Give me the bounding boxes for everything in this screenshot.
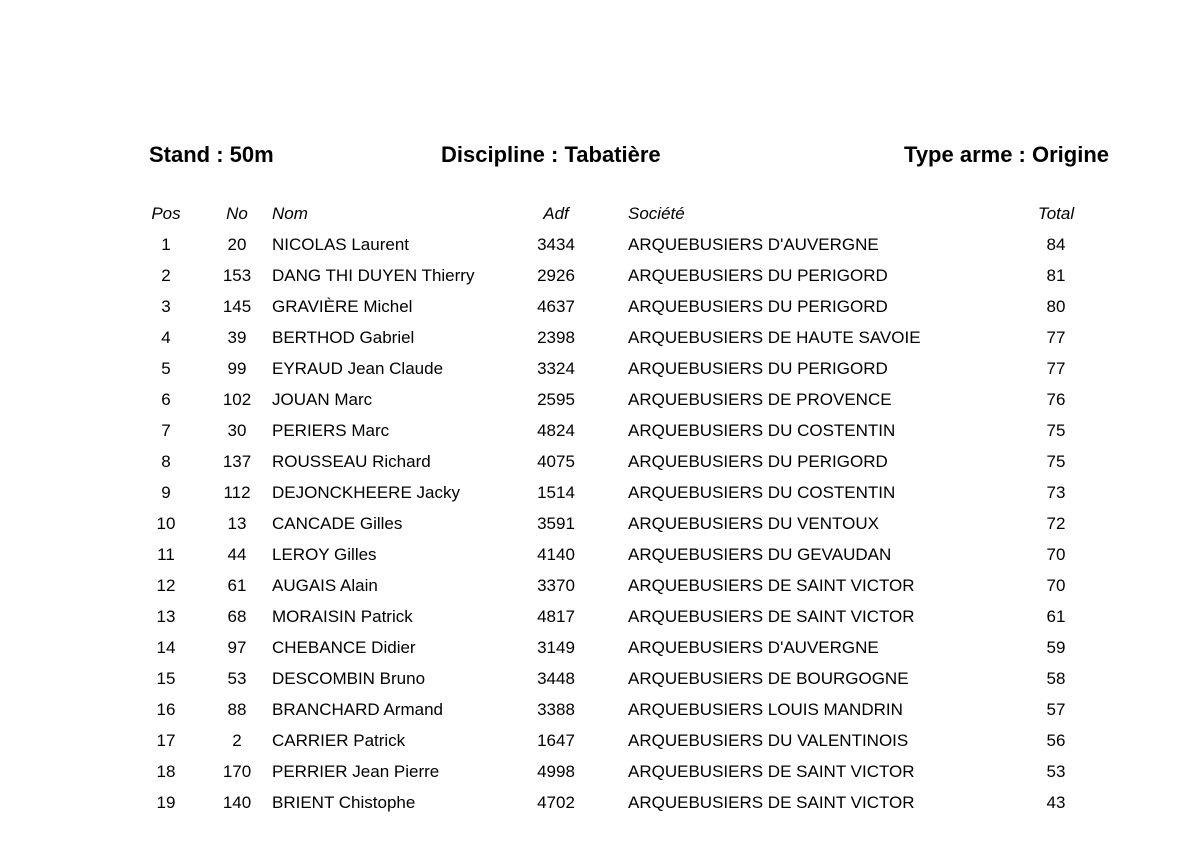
table-row (130, 539, 1098, 570)
cell-total: 70 (1046, 544, 1066, 564)
cell-societe: ARQUEBUSIERS DE HAUTE SAVOIE (628, 327, 921, 347)
cell-total: 84 (1046, 234, 1066, 254)
cell-no: 145 (222, 296, 252, 316)
cell-pos: 1 (161, 234, 171, 254)
cell-nom: BRANCHARD Armand (272, 699, 443, 719)
results-header (0, 142, 1190, 172)
cell-adf: 4998 (537, 761, 575, 781)
cell-adf: 3324 (537, 358, 575, 378)
table-row (130, 632, 1098, 663)
cell-no: 53 (227, 668, 247, 688)
cell-societe: ARQUEBUSIERS DU PERIGORD (628, 296, 888, 316)
cell-pos: 6 (161, 389, 171, 409)
cell-total: 81 (1046, 265, 1066, 285)
cell-no: 140 (222, 792, 252, 812)
cell-pos: 16 (156, 699, 176, 719)
column-header-total: Total (1037, 203, 1075, 223)
cell-total: 43 (1046, 792, 1066, 812)
cell-pos: 10 (156, 513, 176, 533)
cell-no: 88 (227, 699, 247, 719)
cell-no: 68 (227, 606, 247, 626)
cell-adf: 4075 (537, 451, 575, 471)
cell-pos: 4 (161, 327, 171, 347)
cell-pos: 11 (157, 544, 175, 564)
cell-societe: ARQUEBUSIERS DE SAINT VICTOR (628, 575, 915, 595)
cell-total: 59 (1046, 637, 1066, 657)
cell-no: 2 (232, 730, 242, 750)
table-row (130, 353, 1098, 384)
cell-societe: ARQUEBUSIERS DE SAINT VICTOR (628, 761, 915, 781)
cell-pos: 9 (161, 482, 171, 502)
table-row (130, 415, 1098, 446)
cell-nom: BERTHOD Gabriel (272, 327, 415, 347)
cell-societe: ARQUEBUSIERS DE SAINT VICTOR (628, 606, 915, 626)
table-row (130, 322, 1098, 353)
table-row (130, 229, 1098, 260)
stand-label: Stand : 50m (149, 142, 274, 167)
cell-adf: 4140 (537, 544, 575, 564)
table-row (130, 756, 1098, 787)
cell-pos: 19 (156, 792, 176, 812)
cell-total: 75 (1046, 451, 1066, 471)
table-header-row (130, 198, 1098, 229)
cell-adf: 4824 (537, 420, 575, 440)
cell-total: 58 (1046, 668, 1066, 688)
cell-nom: PERRIER Jean Pierre (272, 761, 440, 781)
cell-pos: 7 (161, 420, 171, 440)
cell-no: 30 (227, 420, 247, 440)
cell-societe: ARQUEBUSIERS DE BOURGOGNE (628, 668, 909, 688)
table-row (130, 663, 1098, 694)
cell-pos: 2 (161, 265, 171, 285)
cell-no: 39 (227, 327, 247, 347)
table-row (130, 446, 1098, 477)
cell-total: 76 (1046, 389, 1066, 409)
cell-nom: EYRAUD Jean Claude (272, 358, 444, 378)
cell-nom: AUGAIS Alain (272, 575, 378, 595)
cell-no: 44 (227, 544, 247, 564)
cell-societe: ARQUEBUSIERS DU PERIGORD (628, 451, 888, 471)
cell-adf: 4817 (537, 606, 575, 626)
cell-pos: 14 (156, 637, 176, 657)
results-table (130, 198, 1098, 818)
cell-societe: ARQUEBUSIERS DE PROVENCE (628, 389, 892, 409)
table-row (130, 787, 1098, 818)
table-row (130, 725, 1098, 756)
cell-societe: ARQUEBUSIERS DU PERIGORD (628, 265, 888, 285)
cell-no: 97 (227, 637, 247, 657)
table-row (130, 384, 1098, 415)
cell-nom: DEJONCKHEERE Jacky (272, 482, 460, 502)
table-row (130, 694, 1098, 725)
cell-nom: CHEBANCE Didier (272, 637, 416, 657)
cell-adf: 2926 (537, 265, 575, 285)
cell-pos: 3 (161, 296, 171, 316)
table-row (130, 601, 1098, 632)
cell-no: 99 (227, 358, 247, 378)
table-row (130, 570, 1098, 601)
cell-total: 77 (1046, 327, 1066, 347)
cell-no: 137 (222, 451, 252, 471)
cell-total: 77 (1046, 358, 1066, 378)
cell-no: 170 (222, 761, 252, 781)
cell-no: 61 (227, 575, 247, 595)
cell-societe: ARQUEBUSIERS LOUIS MANDRIN (628, 699, 903, 719)
cell-total: 56 (1046, 730, 1066, 750)
cell-pos: 18 (156, 761, 176, 781)
cell-nom: CARRIER Patrick (272, 730, 406, 750)
cell-adf: 1647 (537, 730, 575, 750)
cell-nom: BRIENT Chistophe (272, 792, 416, 812)
column-header-societe: Société (628, 203, 685, 223)
column-header-nom: Nom (272, 203, 308, 223)
cell-nom: DESCOMBIN Bruno (272, 668, 426, 688)
cell-societe: ARQUEBUSIERS D'AUVERGNE (628, 234, 879, 254)
cell-total: 75 (1046, 420, 1066, 440)
cell-total: 80 (1046, 296, 1066, 316)
cell-no: 20 (227, 234, 247, 254)
cell-no: 112 (223, 482, 251, 502)
cell-adf: 2595 (537, 389, 575, 409)
table-row (130, 260, 1098, 291)
cell-no: 13 (227, 513, 247, 533)
cell-total: 57 (1046, 699, 1066, 719)
weapon-type-label: Type arme : Origine (904, 142, 1109, 167)
cell-nom: NICOLAS Laurent (272, 234, 410, 254)
cell-societe: ARQUEBUSIERS DU VALENTINOIS (628, 730, 909, 750)
cell-pos: 12 (156, 575, 176, 595)
cell-no: 153 (222, 265, 252, 285)
cell-pos: 17 (156, 730, 176, 750)
cell-adf: 3149 (537, 637, 575, 657)
cell-societe: ARQUEBUSIERS DE SAINT VICTOR (628, 792, 915, 812)
cell-pos: 13 (156, 606, 176, 626)
results-body (130, 229, 1098, 818)
discipline-label: Discipline : Tabatière (441, 142, 661, 167)
cell-nom: LEROY Gilles (272, 544, 377, 564)
table-row (130, 477, 1098, 508)
cell-adf: 3434 (537, 234, 575, 254)
cell-pos: 15 (156, 668, 176, 688)
cell-adf: 1514 (537, 482, 575, 502)
cell-adf: 3448 (537, 668, 575, 688)
table-row (130, 508, 1098, 539)
cell-adf: 3370 (537, 575, 575, 595)
cell-nom: ROUSSEAU Richard (272, 451, 431, 471)
cell-nom: PERIERS Marc (272, 420, 390, 440)
cell-no: 102 (222, 389, 252, 409)
cell-societe: ARQUEBUSIERS DU COSTENTIN (628, 482, 896, 502)
cell-nom: DANG THI DUYEN Thierry (272, 265, 475, 285)
cell-adf: 4702 (537, 792, 575, 812)
cell-total: 70 (1046, 575, 1066, 595)
cell-adf: 3591 (537, 513, 575, 533)
column-header-no: No (226, 203, 248, 223)
cell-societe: ARQUEBUSIERS DU VENTOUX (628, 513, 879, 533)
cell-societe: ARQUEBUSIERS DU PERIGORD (628, 358, 888, 378)
cell-nom: MORAISIN Patrick (272, 606, 413, 626)
cell-total: 61 (1046, 606, 1066, 626)
cell-societe: ARQUEBUSIERS D'AUVERGNE (628, 637, 879, 657)
cell-total: 72 (1046, 513, 1066, 533)
cell-nom: CANCADE Gilles (272, 513, 403, 533)
column-header-adf: Adf (543, 203, 569, 223)
cell-adf: 2398 (537, 327, 575, 347)
table-row (130, 291, 1098, 322)
cell-pos: 5 (161, 358, 171, 378)
cell-adf: 4637 (537, 296, 575, 316)
cell-pos: 8 (161, 451, 171, 471)
column-header-pos: Pos (151, 203, 181, 223)
cell-nom: JOUAN Marc (272, 389, 373, 409)
cell-total: 73 (1046, 482, 1066, 502)
cell-societe: ARQUEBUSIERS DU COSTENTIN (628, 420, 896, 440)
cell-societe: ARQUEBUSIERS DU GEVAUDAN (628, 544, 892, 564)
cell-adf: 3388 (537, 699, 575, 719)
cell-total: 53 (1046, 761, 1066, 781)
cell-nom: GRAVIÈRE Michel (272, 296, 413, 316)
